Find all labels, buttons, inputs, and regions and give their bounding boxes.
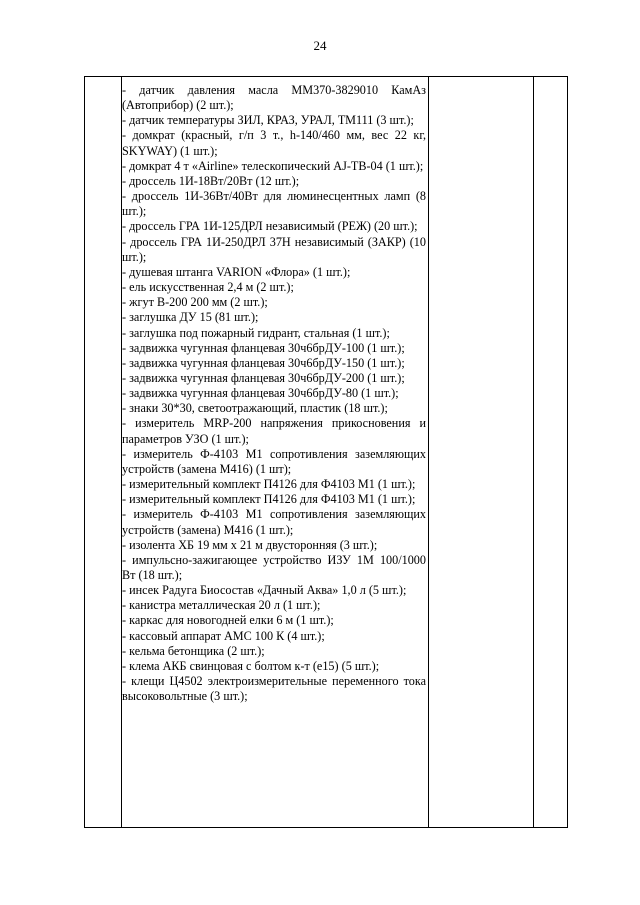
list-item: - задвижка чугунная фланцевая 30ч6брДУ-80 (1 шт.); — [122, 386, 399, 401]
list-item: - дроссель ГРА 1И-250ДРЛ 37Н независимый (ЗАКР) (10 шт.); — [122, 234, 426, 264]
list-item: - измеритель Ф-4103 М1 сопротивления заземляющих устройств (замена М416) (1 шт); — [122, 446, 426, 476]
list-item: - измерительный комплект П4126 для Ф4103 М1 (1 шт.); — [122, 477, 416, 492]
list-item: - ель искусственная 2,4 м (2 шт.); — [122, 280, 294, 295]
list-item: - импульсно-зажигающее устройство ИЗУ 1М 100/1000 Вт (18 шт.); — [122, 552, 426, 582]
list-item: - измеритель MRP-200 напряжения прикосновения и параметров УЗО (1 шт.); — [122, 416, 426, 446]
list-item: - клема АКБ свинцовая с болтом к-т (е15) (5 шт.); — [122, 658, 380, 673]
list-item: - заглушка под пожарный гидрант, стальная (1 шт.); — [122, 325, 390, 340]
list-item: - домкрат 4 т «Airline» телескопический AJ-TB-04 (1 шт.); — [122, 158, 424, 173]
column-divider — [428, 77, 429, 827]
list-item: - домкрат (красный, г/п 3 т., h-140/460 мм, вес 22 кг, SKYWAY) (1 шт.); — [122, 128, 426, 158]
list-item: - изолента ХБ 19 мм х 21 м двусторонняя (3 шт.); — [122, 537, 378, 552]
list-item: - заглушка ДУ 15 (81 шт.); — [122, 310, 259, 325]
list-item: - клещи Ц4502 электроизмерительные переменного тока высоковольтные (3 шт.); — [122, 674, 426, 704]
list-item: - дроссель ГРА 1И-125ДРЛ независимый (РЕЖ) (20 шт.); — [122, 219, 418, 234]
list-item: - кельма бетонщика (2 шт.); — [122, 643, 265, 658]
list-item: - измеритель Ф-4103 М1 сопротивления заземляющих устройств (замена) М416 (1 шт.); — [122, 507, 426, 537]
list-item: - дроссель 1И-18Вт/20Вт (12 шт.); — [122, 173, 300, 188]
list-item: - дроссель 1И-36Вт/40Вт для люминесцентных ламп (8 шт.); — [122, 189, 426, 219]
column-divider — [533, 77, 534, 827]
list-item: - задвижка чугунная фланцевая 30ч6брДУ-100 (1 шт.); — [122, 340, 405, 355]
list-item: - каркас для новогодней елки 6 м (1 шт.); — [122, 613, 334, 628]
items-cell — [122, 83, 426, 704]
list-item: - задвижка чугунная фланцевая 30ч6брДУ-200 (1 шт.); — [122, 370, 405, 385]
list-item: - жгут В-200 200 мм (2 шт.); — [122, 295, 268, 310]
list-item: - задвижка чугунная фланцевая 30ч6брДУ-150 (1 шт.); — [122, 355, 405, 370]
page-number: 24 — [313, 38, 327, 53]
list-item: - измерительный комплект П4126 для Ф4103 М1 (1 шт.); — [122, 492, 416, 507]
list-item: - канистра металлическая 20 л (1 шт.); — [122, 598, 321, 613]
list-item: - душевая штанга VARION «Флора» (1 шт.); — [122, 264, 351, 279]
list-item: - датчик температуры ЗИЛ, КРАЗ, УРАЛ, ТМ111 (3 шт.); — [122, 113, 414, 128]
list-item: - знаки 30*30, светоотражающий, пластик (18 шт.); — [122, 401, 388, 416]
list-item: - инсек Радуга Биосостав «Дачный Аква» 1,0 л (5 шт.); — [122, 583, 407, 598]
list-item: - датчик давления масла ММ370-3829010 КамАз (Автоприбор) (2 шт.); — [122, 83, 426, 113]
list-item: - кассовый аппарат АМС 100 К (4 шт.); — [122, 628, 325, 643]
